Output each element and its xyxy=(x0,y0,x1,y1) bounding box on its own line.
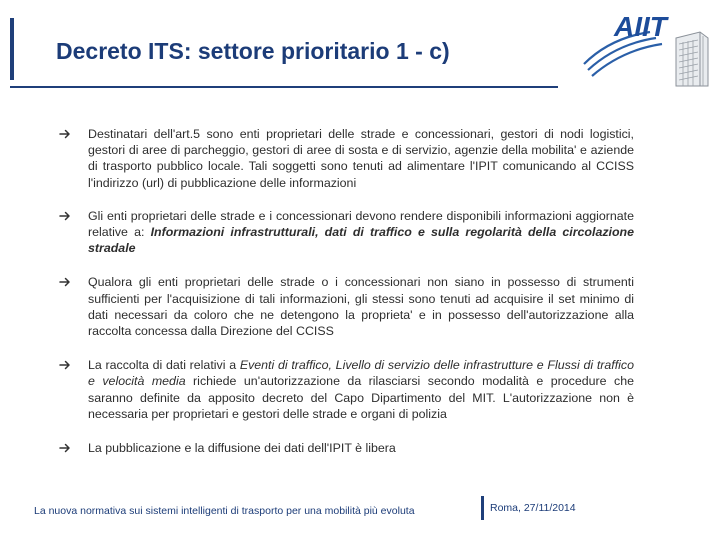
bullet-text: La pubblicazione e la diffusione dei dati dell'IPIT è libera xyxy=(88,441,396,456)
right-arrow-icon xyxy=(58,208,72,224)
list-item xyxy=(58,208,634,257)
list-item xyxy=(58,440,634,456)
logo-lettering: AIIT xyxy=(614,11,667,42)
right-arrow-icon xyxy=(58,274,72,290)
right-arrow-icon xyxy=(58,440,72,456)
bullet-emphasis: Informazioni infrastrutturali, dati di traffico e sulla regolarità della circolazione stradale xyxy=(88,225,634,256)
bullet-text: Destinatari dell'art.5 sono enti proprietari delle strade e concessionari, gestori di nodi logistici, gestori di aree di parcheggio, gestori di aree di sosta e di servizio, agenzie della mobilita' e aziende di trasporto pubblico locale. Tali soggetti sono tenuti ad alimentare l'IPIT comunicando al CCISS l'indirizzo (url) di pubblicazione delle informazioni xyxy=(88,127,634,190)
title-underline xyxy=(10,86,558,88)
right-arrow-icon xyxy=(58,126,72,142)
building-icon xyxy=(676,32,708,86)
bullet-emphasis: Eventi di traffico, Livello di servizio delle infrastrutture e Flussi di traffico e velocità media xyxy=(88,358,635,389)
bullet-text: Qualora gli enti proprietari delle strade o i concessionari non siano in possesso di strumenti sufficienti per l'acquisizione di tali informazioni, gli stessi sono tenuti ad acquisire il set minimo di dati necessari da coloro che ne detengono la proprieta' e in possesso dell'autorizzazione alla raccolta concessa dalla Direzione del CCISS xyxy=(88,275,634,339)
slide-title: Decreto ITS: settore prioritario 1 - c) xyxy=(56,38,450,64)
bullet-text-tail: richiede un'autorizzazione da rilasciarsi secondo modalità e procedure che saranno definite da apposito decreto del Capo Dipartimento del MIT. L'autorizzazione non è necessaria per proprietari e gestori delle strade e organi di polizia xyxy=(88,374,634,421)
footer-divider xyxy=(481,496,484,520)
bullet-list xyxy=(58,126,634,456)
title-accent-bar xyxy=(10,18,14,80)
bullet-text: La raccolta di dati relativi a xyxy=(88,358,240,373)
list-item xyxy=(58,274,634,339)
footer-date: Roma, 27/11/2014 xyxy=(490,502,576,514)
bullet-text: Gli enti proprietari delle strade e i concessionari devono rendere disponibili informazioni aggiornate relative a: xyxy=(88,208,634,240)
right-arrow-icon xyxy=(58,357,72,373)
list-item xyxy=(58,126,634,191)
list-item xyxy=(58,357,634,422)
aiit-logo xyxy=(580,4,712,88)
footer-caption: La nuova normativa sui sistemi intelligenti di trasporto per una mobilità più evoluta xyxy=(34,505,415,517)
